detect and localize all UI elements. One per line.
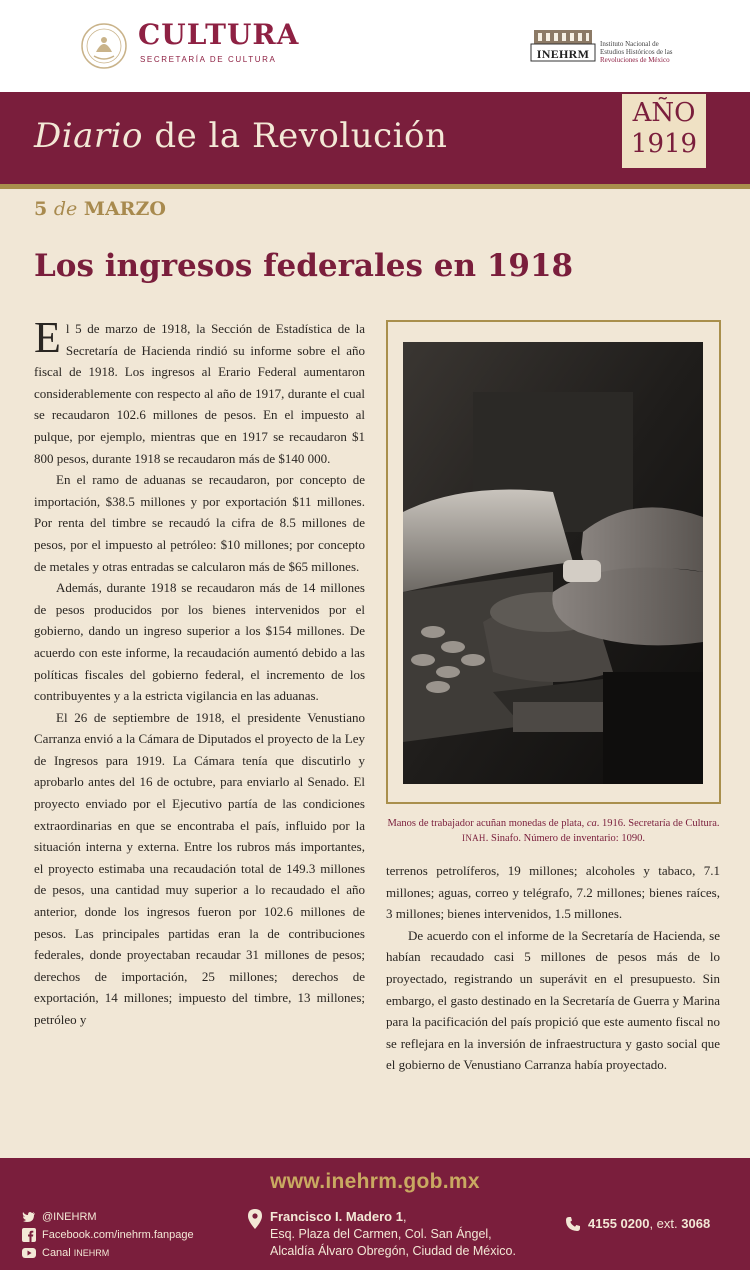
phone-icon <box>566 1217 580 1231</box>
facebook-icon <box>22 1228 36 1242</box>
twitter-link[interactable] <box>22 1208 242 1226</box>
facebook-link[interactable] <box>22 1226 242 1244</box>
youtube-link[interactable] <box>22 1244 242 1262</box>
address-line-1 <box>270 1208 548 1226</box>
phone-ext: 3068 <box>681 1216 711 1231</box>
address-line-3: Alcaldía Álvaro Obregón, Ciudad de México. <box>270 1244 516 1258</box>
youtube-icon <box>22 1246 36 1260</box>
twitter-handle: @INEHRM <box>42 1211 97 1223</box>
photo-caption <box>386 816 721 846</box>
website-link[interactable]: www.inehrm.gob.mx <box>270 1170 480 1193</box>
photo-illustration <box>403 342 703 784</box>
phone-ext-label: , ext. <box>649 1216 682 1231</box>
banner-title-rest: de la Revolución <box>143 116 448 156</box>
caption-ca: ca <box>586 818 597 829</box>
inehrm-desc-line: Revoluciones de México <box>600 56 670 64</box>
address-line-2: Esq. Plaza del Carmen, Col. San Ángel, <box>270 1227 492 1241</box>
caption-text: Manos de trabajador acuñan monedas de plata, <box>387 818 587 829</box>
seal-icon <box>80 22 128 70</box>
banner-title-italic: Diario <box>34 116 144 156</box>
article-column-left <box>34 313 365 1031</box>
cultura-title: CULTURA <box>138 18 300 51</box>
inehrm-desc-line: Estudios Históricos de las <box>600 48 673 56</box>
phone-contact[interactable] <box>566 1216 710 1231</box>
article-paragraph: Además, durante 1918 se recaudaron más de 14 millones de pesos producidos por los bienes intervenidos por el gobierno, dando un ingreso superior a los $154 millones. De acuerdo con este informe, la recaudación aumentó debido a las políticas fiscales del gobierno federal, el incremento de los contribuyentes y a la estricta vigilancia en las aduanas. <box>34 580 365 704</box>
facebook-url: Facebook.com/inehrm.fanpage <box>42 1229 194 1241</box>
coin-minting-photo <box>403 342 703 784</box>
youtube-channel-name: INEHRM <box>73 1248 110 1258</box>
banner-title <box>34 116 447 156</box>
drop-cap: E <box>34 313 61 362</box>
location-pin-icon <box>248 1209 262 1229</box>
inehrm-description <box>600 40 720 64</box>
caption-text: . 1916. Secretaría de Cultura. <box>596 818 720 829</box>
social-links <box>22 1208 242 1262</box>
paragraph-text: l 5 de marzo de 1918, la Sección de Estadística de la Secretaría de Hacienda rindió su informe sobre el año fiscal de 1918. Los ingresos al Erario Federal aumentaron considerablemente con respecto al año de 1917, durante el cual se recaudaron 102.6 millones de pesos. En el impuesto al pulque, por ejemplo, mientras que en 1917 se recaudaron $1 800 pesos, durante 1918 se recaudaron más de $140 000. <box>34 321 365 466</box>
phone-number: 4155 0200 <box>588 1216 650 1231</box>
article-paragraph: terrenos petrolíferos, 19 millones; alcoholes y tabaco, 7.1 millones; aguas, correo y telégrafo, 7.2 millones; bienes raíces, 3 millones; bienes intervenidos, 1.5 millones. <box>386 863 720 922</box>
address-block <box>248 1208 548 1260</box>
address-comma: , <box>402 1210 407 1224</box>
article-paragraph <box>34 313 365 469</box>
banner-divider <box>0 184 750 189</box>
year-value: 1919 <box>630 129 698 159</box>
address-street: Francisco I. Madero 1 <box>270 1209 403 1224</box>
inehrm-logo-text: INEHRM <box>536 47 590 61</box>
article-paragraph: En el ramo de aduanas se recaudaron, por concepto de importación, $38.5 millones y por exportación $11 millones. Por renta del timbre se recaudó la cifra de 8.5 millones de pesos, por el impuesto al petróleo: $10 millones; por concepto de metales y otras entradas se calcularon más de $65 millones. <box>34 472 365 574</box>
inehrm-desc-line: Instituto Nacional de <box>600 40 659 48</box>
caption-text: . Sinafo. Número de inventario: 1090. <box>485 833 645 844</box>
date-month: MARZO <box>83 198 166 220</box>
date-de: de <box>53 198 78 220</box>
article-headline: Los ingresos federales en 1918 <box>34 248 574 284</box>
article-paragraph: De acuerdo con el informe de la Secretaría de Hacienda, se habían recaudado casi 5 millones de pesos más de lo proyectado, registrando un superávit en el presupuesto. Sin embargo, el gasto destinado en la Secretaría de Guerra y Marina para la pacificación del país propició que este aumento fiscal no se reflejara en la inversión de infraestructura y gasto social que el gobierno de Venustiano Carranza había proyectado. <box>386 927 720 1073</box>
youtube-channel-label: Canal <box>42 1247 74 1259</box>
article-paragraph: El 26 de septiembre de 1918, el presidente Venustiano Carranza envió a la Cámara de Diputados el proyecto de la Ley de Ingresos para 1919. La Cámara tenía que discutirlo y aprobarlo antes del 16 de octubre, para enviarlo al Senado. El proyecto enviado por el Ejecutivo partía de las condiciones extraordinarias en que se encontraba el país, influido por la situación interna y externa. Entre los rubros más importantes, el proyecto estimaba una recaudación total de 149.3 millones de pesos, una cantidad muy superior a lo recaudado el año anterior, donde los ingresos fueron por 102.6 millones de pesos. Las principales partidas eran la de contribuciones federales, donde proyectaban recaudar 31 millones de pesos; derechos de importación, 25 millones; derechos de exportación, 14 millones; impuesto del timbre, 13 millones; petróleo y <box>34 709 365 1027</box>
year-label: AÑO <box>632 98 696 128</box>
date-day: 5 <box>34 198 48 220</box>
youtube-channel <box>42 1247 109 1259</box>
caption-inah: INAH <box>462 833 486 843</box>
article-date <box>34 198 166 220</box>
cultura-subtitle: SECRETARÍA DE CULTURA <box>140 55 277 64</box>
twitter-icon <box>22 1210 36 1224</box>
phone-text <box>588 1216 710 1231</box>
article-column-right <box>386 860 720 1076</box>
